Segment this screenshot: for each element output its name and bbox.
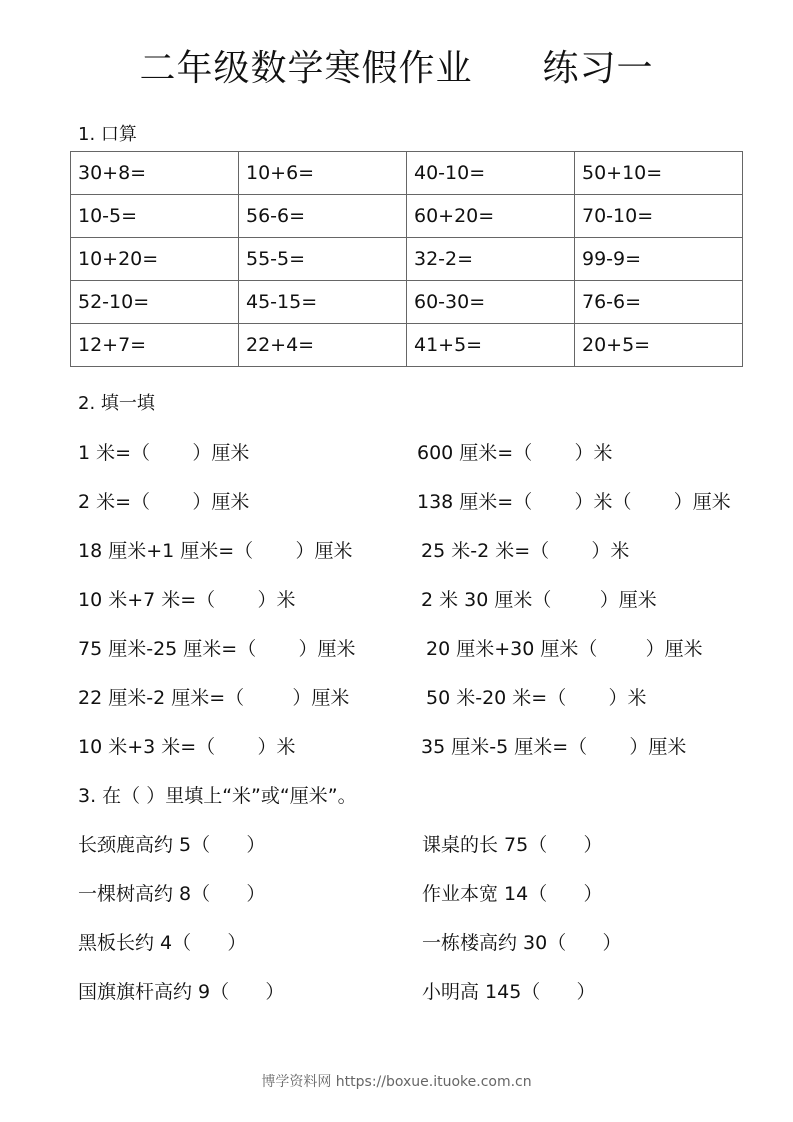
fill-item: 600 厘米=（ ）米 xyxy=(417,442,613,464)
unit-item: 课桌的长 75（ ） xyxy=(422,834,603,856)
fill-item: 10 米+3 米=（ ）米 xyxy=(78,736,296,758)
fill-item: 75 厘米-25 厘米=（ ）厘米 xyxy=(78,638,356,660)
fill-item: 18 厘米+1 厘米=（ ）厘米 xyxy=(78,540,353,562)
calc-cell: 40-10= xyxy=(407,152,575,195)
unit-item: 一栋楼高约 30（ ） xyxy=(422,932,622,954)
calc-cell: 70-10= xyxy=(575,195,743,238)
calc-cell: 10+6= xyxy=(239,152,407,195)
calc-cell: 10-5= xyxy=(71,195,239,238)
calc-cell: 30+8= xyxy=(71,152,239,195)
fill-item: 138 厘米=（ ）米（ ）厘米 xyxy=(417,491,731,513)
calc-cell: 10+20= xyxy=(71,238,239,281)
unit-item: 黑板长约 4（ ） xyxy=(78,932,247,954)
fill-item: 20 厘米+30 厘米（ ）厘米 xyxy=(426,638,703,660)
title-main: 二年级数学寒假作业 xyxy=(139,48,473,89)
fill-item: 25 米-2 米=（ ）米 xyxy=(421,540,630,562)
section2-heading: 2. 填一填 xyxy=(78,393,155,414)
calc-cell: 45-15= xyxy=(239,281,407,324)
fill-item: 35 厘米-5 厘米=（ ）厘米 xyxy=(421,736,687,758)
footer-watermark: 博学资料网 https://boxue.ituoke.com.cn xyxy=(261,1074,532,1090)
fill-item: 50 米-20 米=（ ）米 xyxy=(426,687,647,709)
unit-item: 长颈鹿高约 5（ ） xyxy=(78,834,266,856)
unit-item: 作业本宽 14（ ） xyxy=(422,883,603,905)
fill-item: 22 厘米-2 厘米=（ ）厘米 xyxy=(78,687,350,709)
table-row xyxy=(71,195,743,238)
section3-heading: 3. 在（ ）里填上“米”或“厘米”。 xyxy=(78,785,357,807)
fill-item: 2 米=（ ）厘米 xyxy=(78,491,250,513)
fill-item: 1 米=（ ）厘米 xyxy=(78,442,250,464)
page-title xyxy=(0,40,793,91)
calc-cell: 99-9= xyxy=(575,238,743,281)
calc-cell: 60+20= xyxy=(407,195,575,238)
unit-item: 国旗旗杆高约 9（ ） xyxy=(78,981,285,1003)
calc-cell: 60-30= xyxy=(407,281,575,324)
unit-item: 小明高 145（ ） xyxy=(422,981,596,1003)
calc-cell: 12+7= xyxy=(71,324,239,367)
table-row xyxy=(71,281,743,324)
calc-cell: 55-5= xyxy=(239,238,407,281)
fill-item: 2 米 30 厘米（ ）厘米 xyxy=(421,589,657,611)
calc-cell: 50+10= xyxy=(575,152,743,195)
calc-cell: 32-2= xyxy=(407,238,575,281)
calc-cell: 41+5= xyxy=(407,324,575,367)
calc-cell: 20+5= xyxy=(575,324,743,367)
calc-cell: 52-10= xyxy=(71,281,239,324)
calc-cell: 22+4= xyxy=(239,324,407,367)
section1-heading: 1. 口算 xyxy=(78,124,137,145)
table-row xyxy=(71,152,743,195)
fill-item: 10 米+7 米=（ ）米 xyxy=(78,589,296,611)
unit-item: 一棵树高约 8（ ） xyxy=(78,883,266,905)
oral-calc-table xyxy=(70,151,743,367)
calc-cell: 76-6= xyxy=(575,281,743,324)
table-row xyxy=(71,324,743,367)
table-row xyxy=(71,238,743,281)
title-sub: 练习一 xyxy=(542,48,654,89)
calc-cell: 56-6= xyxy=(239,195,407,238)
